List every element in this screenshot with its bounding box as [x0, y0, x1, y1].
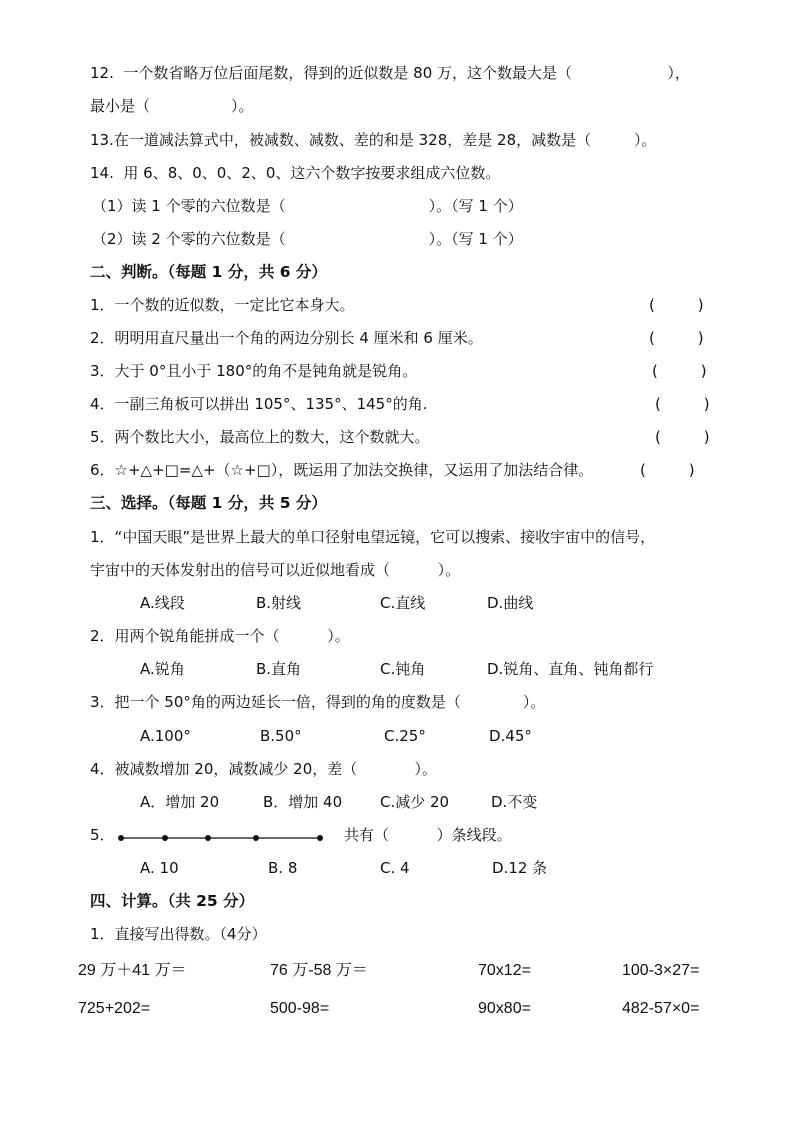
judge-paren-6[interactable]: ( ) — [640, 461, 695, 479]
judge-paren-1[interactable]: ( ) — [649, 296, 704, 314]
choice-q3-opt-d[interactable]: D.45° — [489, 727, 532, 745]
judge-item-5: 5．两个数比大小，最高位上的数大，这个数就大。 — [90, 428, 430, 446]
segment-point-1 — [118, 835, 124, 841]
q14-part2: （2）读 2 个零的六位数是（ ）。（写 1 个） — [92, 230, 523, 248]
calc-expr-r1-c2: 76 万-58 万＝ — [270, 962, 368, 979]
q12-line1: 12. 一个数省略万位后面尾数，得到的近似数是 80 万，这个数最大是（ ）， — [90, 64, 690, 82]
choice-q2-opt-d[interactable]: D.锐角、直角、钝角都行 — [487, 660, 654, 678]
calc-expr-r1-c1: 29 万＋41 万＝ — [78, 962, 187, 979]
q14-text: 14. 用 6、8、0、0、2、0、这六个数字按要求组成六位数。 — [90, 164, 501, 182]
choice-q1-opt-d[interactable]: D.曲线 — [487, 594, 534, 612]
q12-line2: 最小是（ ）。 — [90, 97, 254, 115]
calc-expr-r2-c1: 725+202= — [78, 1000, 151, 1017]
calc-expr-r2-c4: 482-57×0= — [622, 1000, 700, 1017]
choice-q3: 3．把一个 50°角的两边延长一倍，得到的角的度数是（ ）。 — [90, 693, 546, 711]
choice-q4-opt-d[interactable]: D.不变 — [491, 793, 538, 811]
choice-q4-opt-b[interactable]: B．增加 40 — [263, 793, 343, 811]
choice-q5-opt-b[interactable]: B. 8 — [268, 859, 298, 877]
choice-q1-opt-a[interactable]: A.线段 — [140, 594, 185, 612]
choice-q5-opt-c[interactable]: C. 4 — [380, 859, 410, 877]
choice-q2-opt-c[interactable]: C.钝角 — [380, 660, 426, 678]
choice-q4: 4．被减数增加 20，减数减少 20，差（ ）。 — [90, 760, 437, 778]
segment-point-4 — [253, 835, 259, 841]
line-segment-figure — [112, 827, 328, 847]
choice-q1-opt-b[interactable]: B.射线 — [256, 594, 302, 612]
judge-item-4: 4．一副三角板可以拼出 105°、135°、145°的角. — [90, 395, 428, 413]
judge-paren-2[interactable]: ( ) — [649, 329, 704, 347]
choice-q1-line1: 1．“中国天眼”是世界上最大的单口径射电望远镜，它可以搜索、接收宇宙中的信号， — [90, 528, 656, 546]
segment-point-3 — [205, 835, 211, 841]
choice-q3-opt-a[interactable]: A.100° — [140, 727, 191, 745]
calc-expr-r1-c3: 70x12= — [478, 962, 531, 979]
judge-item-3: 3．大于 0°且小于 180°的角不是钝角就是锐角。 — [90, 362, 418, 380]
q14-part1: （1）读 1 个零的六位数是（ ）。（写 1 个） — [92, 197, 523, 215]
choice-q3-opt-c[interactable]: C.25° — [384, 727, 426, 745]
calc-sub1: 1．直接写出得数。（4分） — [90, 925, 267, 943]
judge-heading: 二、判断。（每题 1 分，共 6 分） — [90, 263, 327, 281]
judge-paren-4[interactable]: ( ) — [655, 395, 710, 413]
calc-expr-r2-c2: 500-98= — [270, 1000, 330, 1017]
judge-item-6: 6．☆+△+□=△+（☆+□），既运用了加法交换律，又运用了加法结合律。 — [90, 461, 594, 479]
judge-item-1: 1．一个数的近似数，一定比它本身大。 — [90, 296, 355, 314]
choice-q5-number: 5． — [90, 826, 115, 844]
segment-point-2 — [162, 835, 168, 841]
q13-text: 13.在一道减法算式中，被减数、减数、差的和是 328，差是 28，减数是（ ）。 — [90, 131, 657, 149]
choice-q2-opt-b[interactable]: B.直角 — [256, 660, 302, 678]
choice-q2: 2．用两个锐角能拼成一个（ ）。 — [90, 627, 350, 645]
choice-q2-opt-a[interactable]: A.锐角 — [140, 660, 185, 678]
choice-q5-opt-d[interactable]: D.12 条 — [492, 859, 548, 877]
judge-paren-5[interactable]: ( ) — [655, 428, 710, 446]
calc-heading: 四、计算。（共 25 分） — [90, 892, 255, 910]
judge-paren-3[interactable]: ( ) — [652, 362, 707, 380]
calc-expr-r1-c4: 100-3×27= — [622, 962, 700, 979]
segment-point-5 — [317, 835, 323, 841]
judge-item-2: 2．明明用直尺量出一个角的两边分别长 4 厘米和 6 厘米。 — [90, 329, 483, 347]
choice-q5-opt-a[interactable]: A. 10 — [140, 859, 179, 877]
choice-q1-opt-c[interactable]: C.直线 — [380, 594, 426, 612]
choice-q4-opt-c[interactable]: C.减少 20 — [380, 793, 450, 811]
choice-heading: 三、选择。（每题 1 分，共 5 分） — [90, 494, 327, 512]
choice-q1-line2: 宇宙中的天体发射出的信号可以近似地看成（ ）。 — [90, 561, 461, 579]
calc-expr-r2-c3: 90x80= — [478, 1000, 531, 1017]
choice-q5-text: 共有（ ）条线段。 — [344, 826, 512, 844]
choice-q3-opt-b[interactable]: B.50° — [260, 727, 302, 745]
choice-q4-opt-a[interactable]: A．增加 20 — [140, 793, 220, 811]
